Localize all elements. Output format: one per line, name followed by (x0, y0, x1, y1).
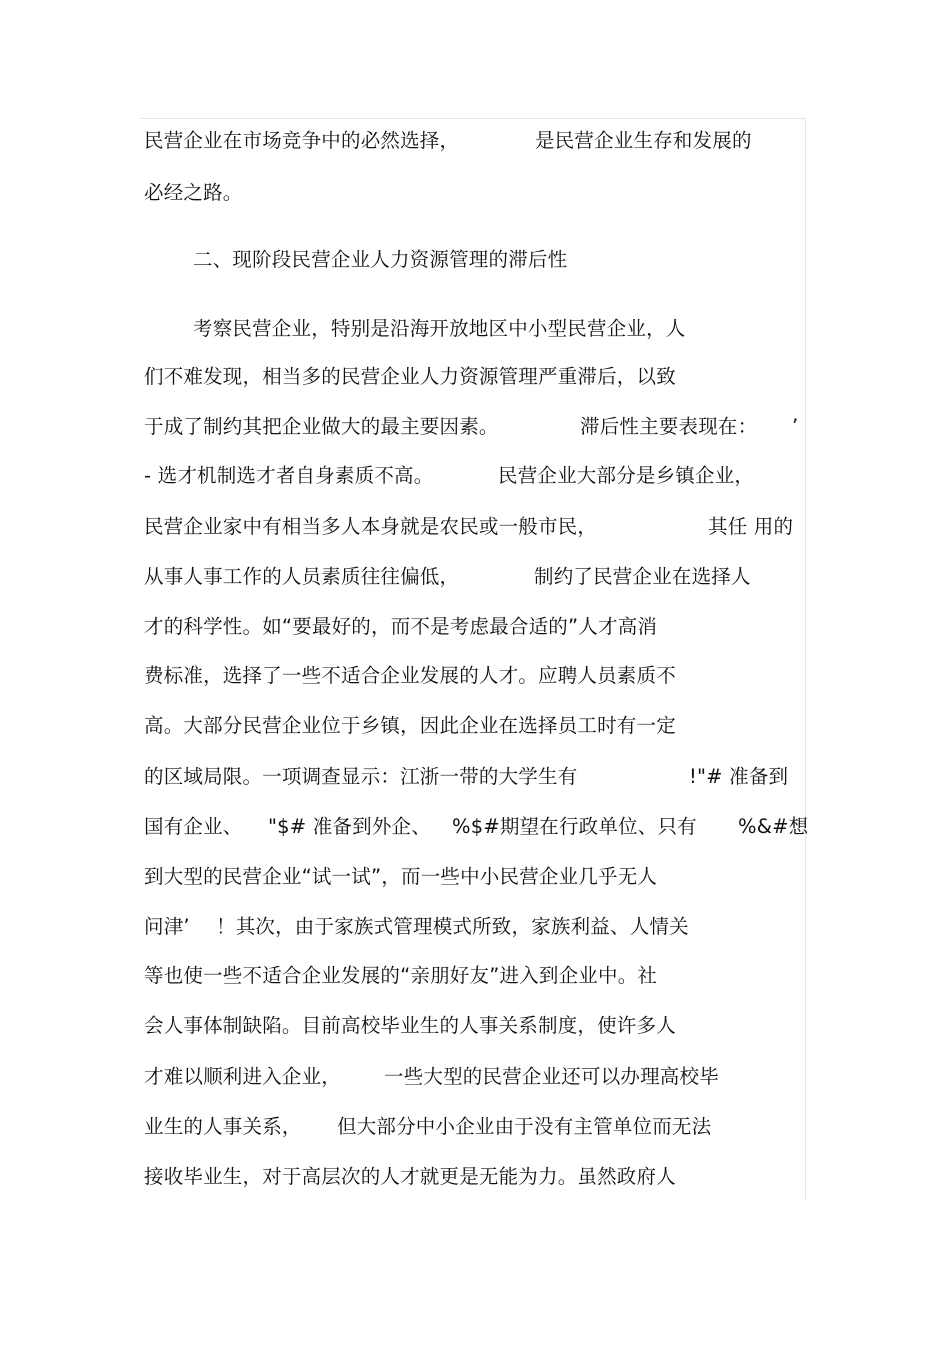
text-segment: 其任 用的 (708, 515, 794, 538)
text-segment: 问津’ (144, 915, 190, 938)
text-line (144, 711, 804, 741)
text-line (144, 612, 804, 642)
text-segment: 民营企业家中有相当多人本身就是农民或一般市民， (144, 515, 598, 538)
text-line (144, 1011, 804, 1041)
text-line (144, 178, 804, 208)
text-line (144, 461, 804, 491)
text-segment: 的区域局限。一项调查显示：江浙一带的大学生有 (144, 765, 578, 788)
text-line (144, 1062, 804, 1092)
text-segment: 二、现阶段民营企业人力资源管理的滞后性 (193, 248, 568, 271)
text-segment: 但大部分中小企业由于没有主管单位而无法 (337, 1115, 712, 1138)
text-segment: 于成了制约其把企业做大的最主要因素。 (144, 415, 499, 438)
text-segment: !"# 准备到 (689, 765, 789, 788)
text-line (144, 1162, 804, 1192)
text-segment: 才难以顺利进入企业， (144, 1065, 342, 1088)
text-segment: %&#想 (738, 815, 809, 838)
text-segment: 民营企业在市场竞争中的必然选择， (144, 129, 460, 152)
text-line (144, 862, 804, 892)
text-segment: 高。大部分民营企业位于乡镇，因此企业在选择员工时有一定 (144, 714, 676, 737)
text-segment: 从事人事工作的人员素质往往偏低， (144, 565, 460, 588)
text-segment: 是民营企业生存和发展的 (535, 129, 752, 152)
text-segment: 国有企业、 (144, 815, 243, 838)
text-segment: 会人事体制缺陷。目前高校毕业生的人事关系制度，使许多人 (144, 1014, 676, 1037)
text-line (144, 314, 804, 344)
text-segment: 费标准，选择了一些不适合企业发展的人才。应聘人员素质不 (144, 664, 676, 687)
text-segment: 们不难发现，相当多的民营企业人力资源管理严重滞后，以致 (144, 365, 676, 388)
text-line (144, 661, 804, 691)
text-segment: 必经之路。 (144, 181, 243, 204)
text-line (144, 762, 804, 792)
text-segment: 一些大型的民营企业还可以办理高校毕 (384, 1065, 719, 1088)
text-line (144, 812, 809, 842)
text-line (144, 362, 804, 392)
text-segment: 考察民营企业，特别是沿海开放地区中小型民营企业，人 (193, 317, 686, 340)
text-segment: - 选才机制选才者自身素质不高。 (144, 464, 434, 487)
text-segment: 到大型的民营企业“试一试”，而一些中小民营企业几乎无人 (144, 865, 658, 888)
text-line (144, 412, 804, 442)
text-line (144, 512, 804, 542)
text-segment: 民营企业大部分是乡镇企业， (498, 464, 755, 487)
section-heading (144, 245, 804, 275)
text-segment: "$# 准备到外企、 (268, 815, 431, 838)
text-segment: 才的科学性。如“要最好的，而不是考虑最合适的”人才高消 (144, 615, 658, 638)
text-segment: 业生的人事关系， (144, 1115, 302, 1138)
text-line (144, 912, 804, 942)
text-segment: 接收毕业生，对于高层次的人才就更是无能为力。虽然政府人 (144, 1165, 676, 1188)
text-line (144, 961, 804, 991)
text-segment: ’ (792, 415, 799, 438)
text-line (144, 1112, 804, 1142)
text-segment: ！其次，由于家族式管理模式所致，家族利益、人情关 (216, 915, 689, 938)
text-line (144, 562, 804, 592)
text-segment: 等也使一些不适合企业发展的“亲朋好友”进入到企业中。社 (144, 964, 658, 987)
text-segment: 制约了民营企业在选择人 (534, 565, 751, 588)
text-line (144, 126, 804, 156)
text-segment: 滞后性主要表现在： (580, 415, 758, 438)
text-segment: %$#期望在行政单位、只有 (452, 815, 697, 838)
